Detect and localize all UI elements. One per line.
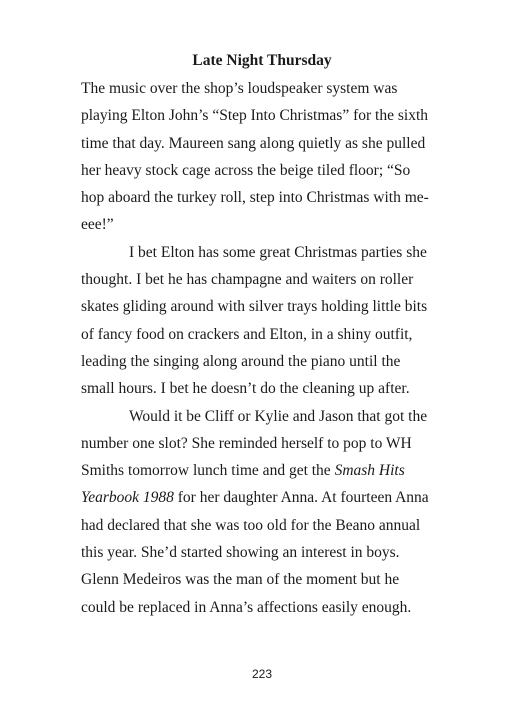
page-number: 223 xyxy=(251,667,273,681)
body-text xyxy=(81,75,461,621)
chapter-title: Late Night Thursday xyxy=(192,52,332,69)
line-text: for her daughter Anna. At fourteen Anna xyxy=(173,489,429,507)
text-line: playing Elton John’s “Step Into Christmas” for the sixth xyxy=(81,107,428,125)
text-line: thought. I bet he has champagne and waiters on roller xyxy=(81,271,414,289)
magazine-title-italic: Yearbook 1988 xyxy=(81,489,174,507)
text-line: this year. She’d started showing an interest in boys. xyxy=(81,544,400,562)
text-line: of fancy food on crackers and Elton, in a shiny outfit, xyxy=(81,325,413,343)
text-line: leading the singing along around the piano until the xyxy=(81,352,401,370)
text-line: Glenn Medeiros was the man of the moment but he xyxy=(81,571,400,589)
text-line xyxy=(81,484,461,511)
text-line: hop aboard the turkey roll, step into Christmas with me- xyxy=(81,189,429,207)
text-line xyxy=(81,457,461,484)
text-line: number one slot? She reminded herself to pop to WH xyxy=(81,434,412,452)
text-line: small hours. I bet he doesn’t do the cleaning up after. xyxy=(81,380,410,398)
text-line: The music over the shop’s loudspeaker system was xyxy=(81,80,398,97)
text-line: had declared that she was too old for the Beano annual xyxy=(81,516,421,534)
text-line: her heavy stock cage across the beige tiled floor; “So xyxy=(81,161,411,179)
text-line: skates gliding around with silver trays holding little bits xyxy=(81,298,428,316)
paragraph-start-line: Would it be Cliff or Kylie and Jason that got the xyxy=(129,407,428,425)
text-line: time that day. Maureen sang along quietly as she pulled xyxy=(81,134,426,152)
magazine-title-italic: Smash Hits xyxy=(334,462,405,480)
text-line: could be replaced in Anna’s affections easily enough. xyxy=(81,598,412,616)
text-line: eee!” xyxy=(81,216,114,234)
line-text: Smiths tomorrow lunch time and get the xyxy=(81,462,335,480)
paragraph-start-line: I bet Elton has some great Christmas parties she xyxy=(129,243,427,261)
